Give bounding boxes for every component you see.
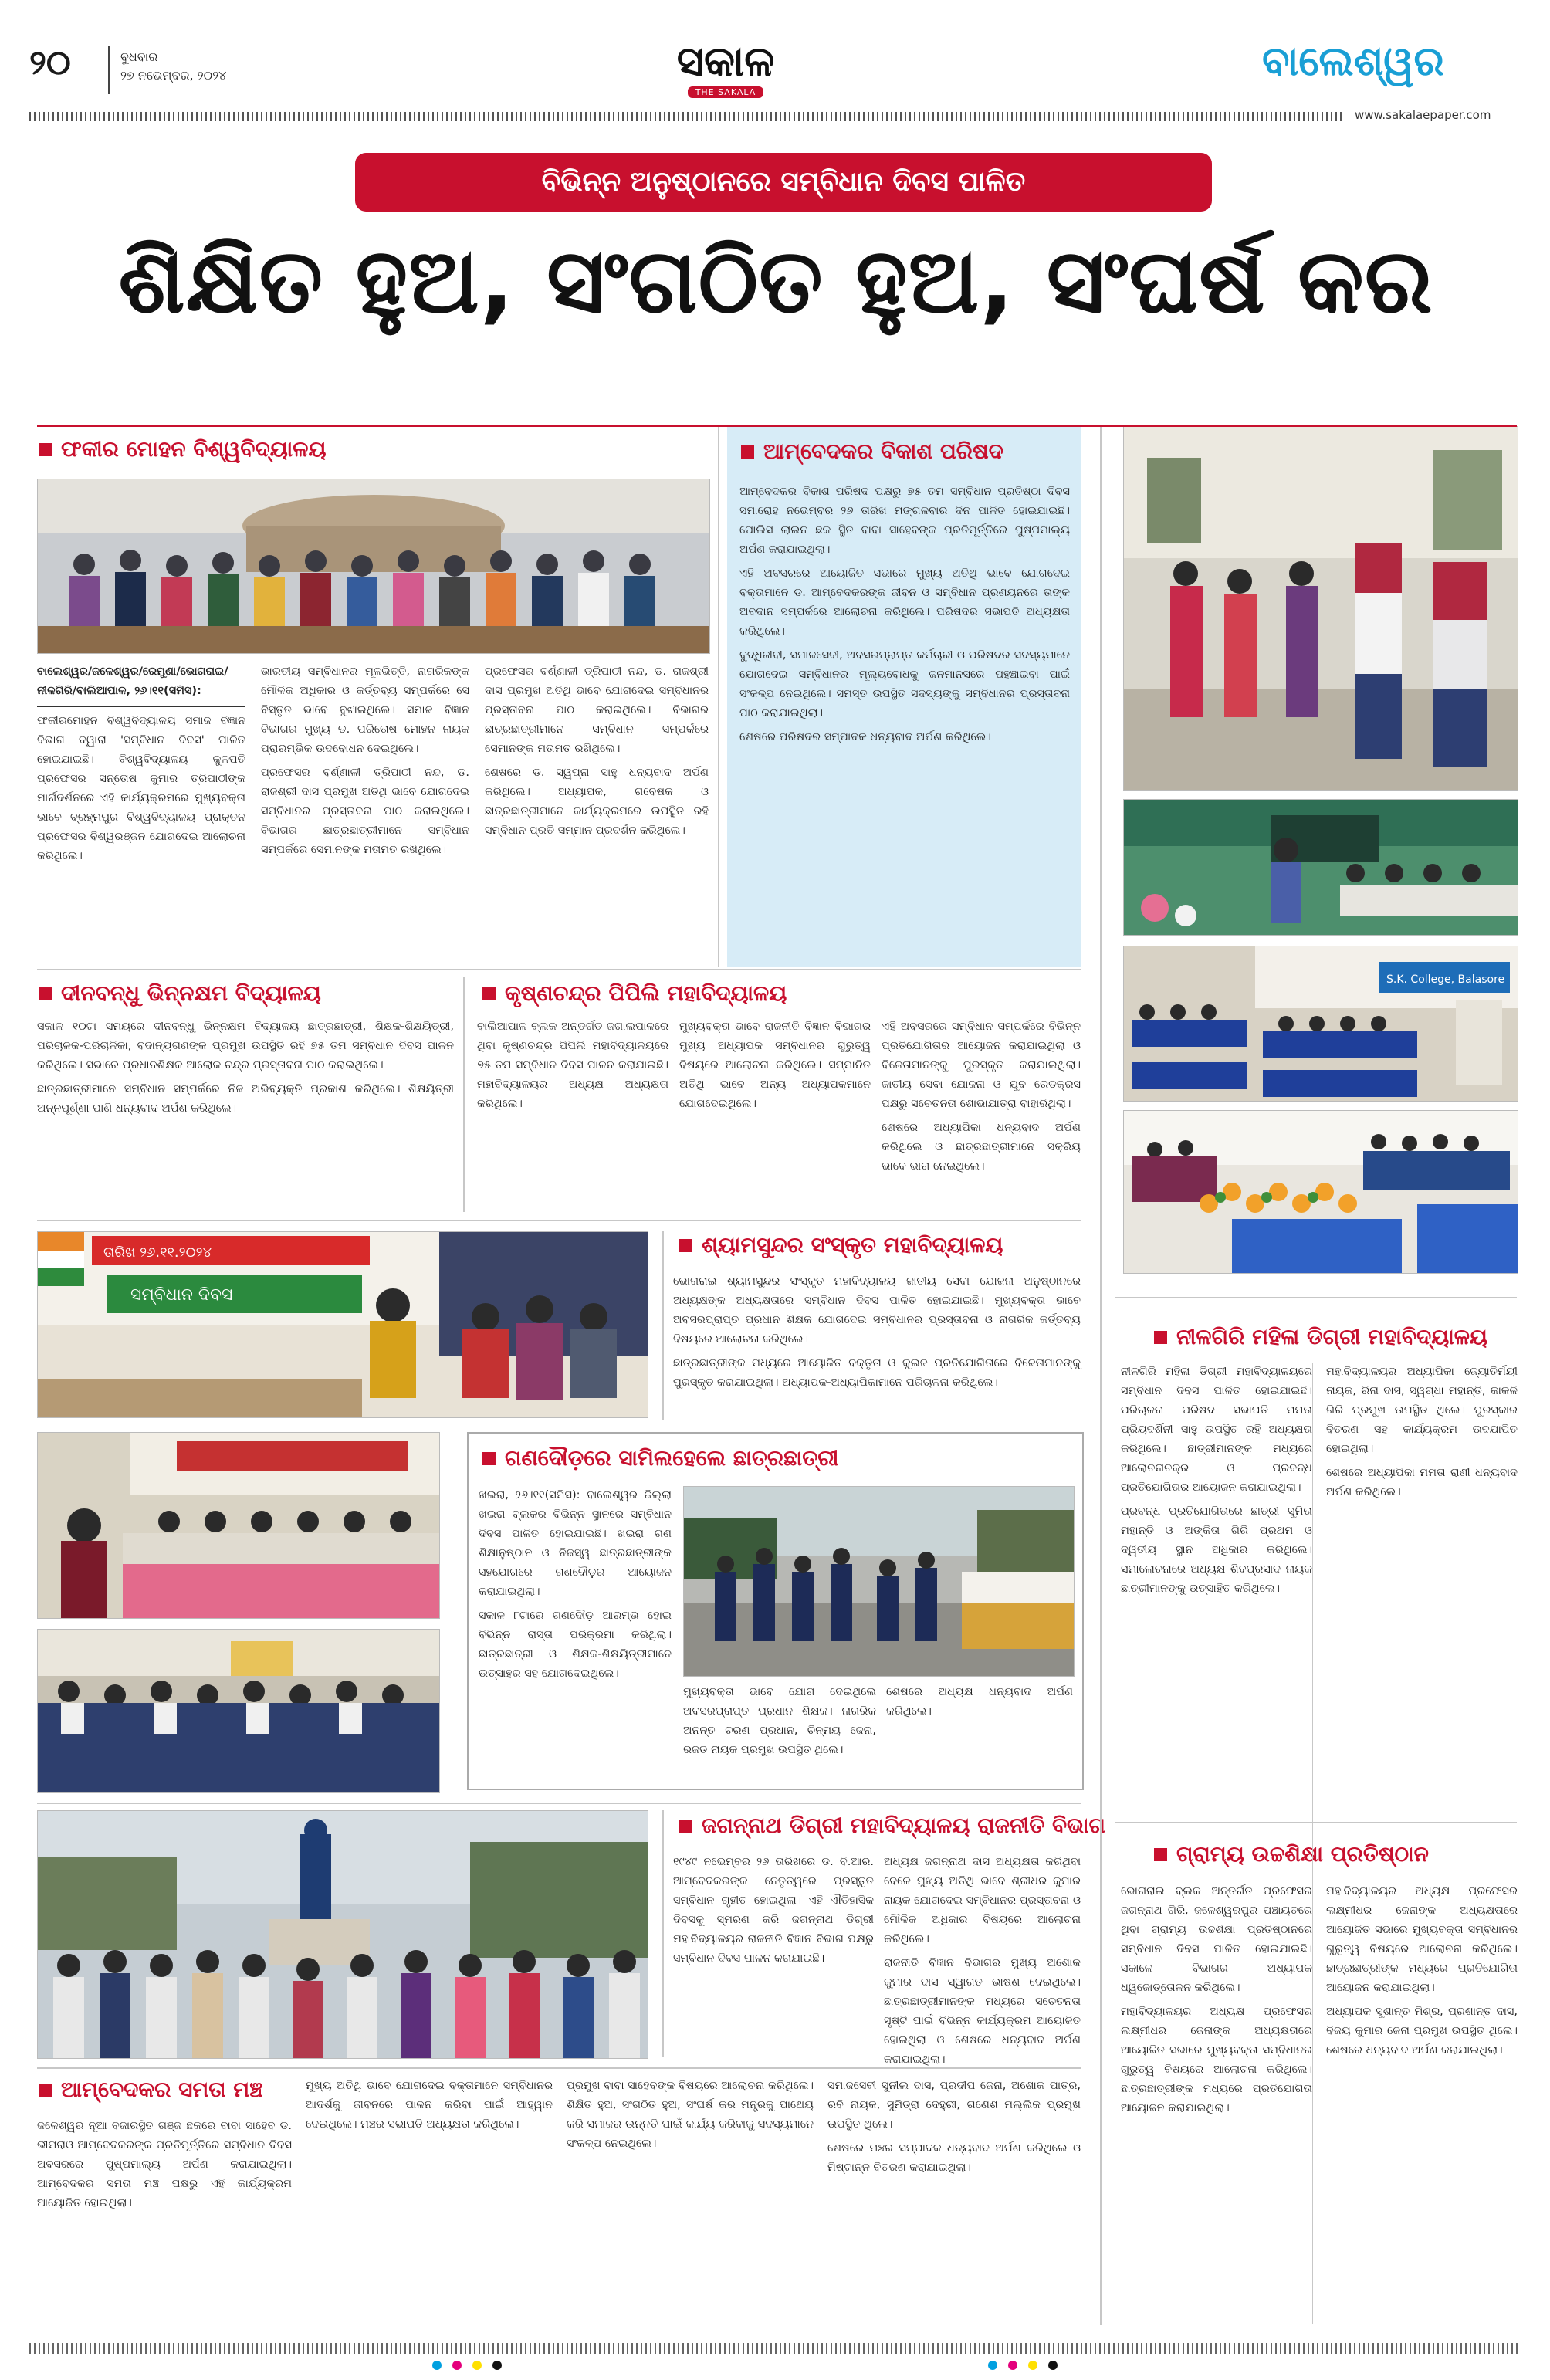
ganadaud-text-col3 (886, 1683, 1073, 1783)
page-number: ୨୦ (29, 43, 71, 83)
nilagiri-text-col1 (1121, 1363, 1312, 1887)
shyamsundar-text (673, 1272, 1081, 1419)
samata-para-3: ପ୍ରମୁଖ ବାବା ସାହେବଙ୍କ ବିଷୟରେ ଆଲୋଚନା କରିଥିଲେ। ଶିକ୍ଷିତ ହୁଅ, ସଂଗଠିତ ହୁଅ, ସଂଘର୍ଷ କର ମନ୍ତ୍ରକୁ ପାଥେୟ କରି ସମାଜର ଉନ୍ନତି ପାଇଁ କାର୍ଯ୍ୟ କରିବାକୁ ସଦସ୍ୟମାନେ ସଂକଳ୍ପ ନେଇଥିଲେ। (567, 2080, 814, 2150)
masthead-dateline (120, 48, 226, 85)
bullet-square-icon (39, 2084, 52, 2097)
nilagiri-heading: ନୀଳଗିରି ମହିଳା ଡିଗ୍ରୀ ମହାବିଦ୍ୟାଳୟ (1154, 1324, 1487, 1350)
nilagiri-para-4: ଶେଷରେ ଅଧ୍ୟାପିକା ମମତା ରାଣୀ ଧନ୍ୟବାଦ ଅର୍ପଣ କରିଥିଲେ। (1326, 1467, 1518, 1498)
section-rule (1115, 1297, 1517, 1298)
bullet-square-icon (741, 445, 754, 459)
avp-heading: ଆମ୍ବେଦକର ବିକାଶ ପରିଷଦ (741, 438, 1003, 465)
color-registration-marks (988, 2361, 1058, 2370)
magenta-dot-icon (1008, 2361, 1017, 2370)
footer-rule (29, 2343, 1521, 2354)
section-rule (1115, 1822, 1517, 1823)
nilagiri-para-3: ମହାବିଦ୍ୟାଳୟର ଅଧ୍ୟାପିକା ଜ୍ୟୋତିର୍ମୟୀ ନାୟକ, ରିନା ଦାସ, ସ୍ୱଗ୍ଧା ମହାନ୍ତି, କାକଳି ଗିରି ପ୍ରମୁଖ ଉପସ୍ଥିତ ଥିଲେ। ପୁରସ୍କାର ବିତରଣ ସହ କାର୍ଯ୍ୟକ୍ରମ ଉଦଯାପିତ ହୋଇଥିଲା। (1326, 1366, 1518, 1455)
poster-program-text: ସମ୍ବିଧାନ ଦିବସ (130, 1285, 233, 1305)
fm-text-col1 (37, 662, 245, 956)
fm-group-photo (37, 479, 710, 654)
avp-para-3: ବୁଦ୍ଧିଜୀବୀ, ସମାଜସେବୀ, ଅବସରପ୍ରାପ୍ତ କର୍ମଚାରୀ ଓ ପରିଷଦର ସଦସ୍ୟମାନେ ଯୋଗଦେଇ ସମ୍ବିଧାନର ମୂଲ୍ୟବୋଧକୁ ଜନମାନସରେ ପହଞ୍ଚାଇବା ପାଇଁ ସଂକଳ୍ପ ନେଇଥିଲେ। ସମସ୍ତ ଉପସ୍ଥିତ ସଦସ୍ୟଙ୍କୁ ସମ୍ବିଧାନର ପ୍ରସ୍ତାବନା ପାଠ କରାଯାଇଥିଲା। (739, 649, 1070, 719)
fm-heading: ଫକୀର ମୋହନ ବିଶ୍ୱବିଦ୍ୟାଳୟ (39, 436, 327, 462)
bullet-square-icon (39, 987, 52, 1000)
column-rule (662, 1810, 664, 2057)
kp-para-4: ଶେଷରେ ଅଧ୍ୟାପିକା ଧନ୍ୟବାଦ ଅର୍ପଣ କରିଥିଲେ ଓ ଛାତ୍ରଛାତ୍ରୀମାନେ ସକ୍ରିୟ ଭାବେ ଭାଗ ନେଇଥିଲେ। (882, 1122, 1081, 1173)
shyamsundar-para-1: ଭୋଗରାଇ ଶ୍ୟାମସୁନ୍ଦର ସଂସ୍କୃତ ମହାବିଦ୍ୟାଳୟ ଜାତୀୟ ସେବା ଯୋଜନା ଅନୁଷ୍ଠାନରେ ଅଧ୍ୟକ୍ଷଙ୍କ ଅଧ୍ୟକ୍ଷତାରେ ସମ୍ବିଧାନ ଦିବସ ପାଳିତ ହୋଇଯାଇଛି। ମୁଖ୍ୟବକ୍ତା ଭାବେ ଅବସରପ୍ରାପ୍ତ ପ୍ରଧାନ ଶିକ୍ଷକ ଯୋଗଦେଇ ସମ୍ବିଧାନର ପ୍ରସ୍ତାବନା ଓ ନାଗରିକ କର୍ତ୍ତବ୍ୟ ବିଷୟରେ ଆଲୋଚନା କରିଥିଲେ। (673, 1275, 1081, 1346)
students-corridor-photo (1123, 426, 1518, 791)
logo-subtitle: THE SAKALA (688, 86, 764, 98)
kp-para-2: ମୁଖ୍ୟବକ୍ତା ଭାବେ ରାଜନୀତି ବିଜ୍ଞାନ ବିଭାଗର ମୁଖ୍ୟ ଅଧ୍ୟାପକ ସମ୍ବିଧାନର ଗୁରୁତ୍ୱ ବିଷୟରେ ଆଲୋଚନା କରିଥିଲେ। ସମ୍ମାନିତ ଅତିଥି ଭାବେ ଅନ୍ୟ ଅଧ୍ୟାପକମାନେ ଯୋଗଦେଇଥିଲେ। (679, 1021, 871, 1110)
bullet-square-icon (39, 443, 52, 456)
ganadaud-para-4: ଶେଷରେ ଅଧ୍ୟକ୍ଷ ଧନ୍ୟବାଦ ଅର୍ପଣ କରିଥିଲେ। (886, 1686, 1073, 1718)
bullet-square-icon (482, 1452, 496, 1465)
kp-heading: କୃଷ୍ଣଚନ୍ଦ୍ର ପିପିଲି ମହାବିଦ୍ୟାଳୟ (482, 980, 787, 1007)
nilagiri-para-2: ପ୍ରବନ୍ଧ ପ୍ରତିଯୋଗିତାରେ ଛାତ୍ରୀ ସୁମିତା ମହାନ୍ତି ଓ ଅଙ୍କିତା ଗିରି ପ୍ରଥମ ଓ ଦ୍ୱିତୀୟ ସ୍ଥାନ ଅଧିକାର କରିଥିଲେ। ସମାଲୋଚନାରେ ଅଧ୍ୟକ୍ଷ ଶିବପ୍ରସାଦ ନାୟକ ଛାତ୍ରୀମାନଙ୍କୁ ଉତ୍ସାହିତ କରିଥିଲେ। (1121, 1505, 1312, 1595)
bullet-square-icon (1154, 1331, 1167, 1344)
samata-heading: ଆମ୍ବେଦକର ସମତା ମଞ୍ଚ (39, 2077, 262, 2103)
fm-text-col2 (261, 662, 469, 956)
bullet-square-icon (679, 1820, 692, 1833)
dinabandhu-para-2: ଛାତ୍ରଛାତ୍ରୀମାନେ ସମ୍ବିଧାନ ସମ୍ପର୍କରେ ନିଜ ଅଭିବ୍ୟକ୍ତି ପ୍ରକାଶ କରିଥିଲେ। ଶିକ୍ଷୟିତ୍ରୀ ଅନ୍ନପୂର୍ଣ୍ଣା ପାଣି ଧନ୍ୟବାଦ ଅର୍ପଣ କରିଥିଲେ। (37, 1083, 454, 1115)
yellow-dot-icon (1028, 2361, 1037, 2370)
samata-para-2: ମୁଖ୍ୟ ଅତିଥି ଭାବେ ଯୋଗଦେଇ ବକ୍ତାମାନେ ସମ୍ବିଧାନର ଆଦର୍ଶକୁ ଜୀବନରେ ପାଳନ କରିବା ପାଇଁ ଆହ୍ୱାନ ଦେଇଥିଲେ। ମଞ୍ଚର ସଭାପତି ଅଧ୍ୟକ୍ଷତା କରିଥିଲେ। (306, 2080, 553, 2131)
masthead-divider (108, 46, 110, 94)
fm-para-4: ଶେଷରେ ଡ. ସ୍ୱପ୍ନା ସାହୁ ଧନ୍ୟବାଦ ଅର୍ପଣ କରିଥିଲେ। ଅଧ୍ୟାପକ, ଗବେଷକ ଓ ଛାତ୍ରଛାତ୍ରୀମାନେ କାର୍ଯ୍ୟକ୍ରମରେ ଉପସ୍ଥିତ ରହି ସମ୍ବିଧାନ ପ୍ରତି ସମ୍ମାନ ପ୍ରଦର୍ଶନ କରିଥିଲେ। (485, 767, 709, 837)
ganadaud-text-col2 (683, 1683, 876, 1783)
ambedkar-statue-photo (37, 1810, 648, 2059)
main-headline: ଶିକ୍ଷିତ ହୁଅ, ସଂଗଠିତ ହୁଅ, ସଂଘର୍ଷ କର (118, 229, 1433, 333)
cyan-dot-icon (988, 2361, 997, 2370)
kp-text-col3 (882, 1017, 1081, 1210)
headline-rule (37, 425, 1517, 427)
khaira-meeting-photo (37, 1432, 440, 1619)
college-board-text: S.K. College, Balasore (1386, 973, 1505, 986)
kp-text-col1 (477, 1017, 668, 1210)
samata-para-1: ଜଳେଶ୍ୱର ନୂଆ ବଜାରସ୍ଥିତ ଗଞ୍ଜ ଛକରେ ବାବା ସାହେବ ଡ. ଭୀମରାଓ ଆମ୍ବେଦକରଙ୍କ ପ୍ରତିମୂର୍ତ୍ତିରେ ସମ୍ବିଧାନ ଦିବସ ଅବସରରେ ପୁଷ୍ପମାଲ୍ୟ ଅର୍ପଣ କରାଯାଇଥିଲା। ଆମ୍ବେଦକର ସମତା ମଞ୍ଚ ପକ୍ଷରୁ ଏହି କାର୍ଯ୍ୟକ୍ରମ ଆୟୋଜିତ ହୋଇଥିଲା। (37, 2120, 292, 2209)
shyamsundar-photo (37, 1231, 648, 1418)
jagannath-para-2: ଅଧ୍ୟକ୍ଷ ଜଗନ୍ନାଥ ଦାସ ଅଧ୍ୟକ୍ଷତା କରିଥିବା ବେଳେ ମୁଖ୍ୟ ଅତିଥି ଭାବେ ଶ୍ରୀଧର କୁମାର ନାୟକ ଯୋଗଦେଇ ସମ୍ବିଧାନର ପ୍ରସ୍ତାବନା ଓ ମୌଳିକ ଅଧିକାର ବିଷୟରେ ଆଲୋଚନା କରିଥିଲେ। (884, 1856, 1081, 1945)
section-rule (37, 1220, 1081, 1221)
dinabandhu-heading: ଦୀନବନ୍ଧୁ ଭିନ୍ନକ୍ଷମ ବିଦ୍ୟାଳୟ (39, 980, 321, 1007)
kp-text-col2 (679, 1017, 871, 1210)
avp-para-4: ଶେଷରେ ପରିଷଦର ସମ୍ପାଦକ ଧନ୍ୟବାଦ ଅର୍ପଣ କରିଥିଲେ। (739, 731, 991, 743)
gramya-heading: ଗ୍ରାମ୍ୟ ଉଚ୍ଚଶିକ୍ଷା ପ୍ରତିଷ୍ଠାନ (1154, 1841, 1429, 1867)
edition-name: ବାଲେଶ୍ୱର (1262, 39, 1444, 85)
section-banner: ବିଭିନ୍ନ ଅନୁଷ୍ଠାନରେ ସମ୍ବିଧାନ ଦିବସ ପାଳିତ (355, 153, 1212, 212)
fm-dateline: ବାଲେଶ୍ୱର/ଜଳେଶ୍ୱର/ରେମୁଣା/ଭୋଗରାଇ/ନୀଳଗିରି/ବାଲିଆପାଳ, ୨୬।୧୧(ସମିସ): (37, 665, 228, 697)
avp-para-1: ଆମ୍ବେଦକର ବିକାଶ ପରିଷଦ ପକ୍ଷରୁ ୭୫ ତମ ସମ୍ବିଧାନ ପ୍ରତିଷ୍ଠା ଦିବସ ସମାରୋହ ନଭେମ୍ବର ୨୬ ତାରିଖ ମଙ୍ଗଳବାର ଦିନ ପାଳିତ ହୋଇଯାଇଛି। ପୋଲିସ ଲାଇନ ଛକ ସ୍ଥିତ ବାବା ସାହେବଙ୍କ ପ୍ରତିମୂର୍ତ୍ତିରେ ପୁଷ୍ପମାଲ୍ୟ ଅର୍ପଣ କରାଯାଇଥିଲା। (739, 486, 1070, 556)
gramya-text-col2 (1326, 1882, 1518, 2322)
samata-para-4: ସମାଜସେବୀ ସୁନୀଲ ଦାସ, ପ୍ରଦୀପ ଜେନା, ଅଶୋକ ପାତ୍ର, ରବି ନାୟକ, ସୁମିତ୍ରା ଦେହୁରୀ, ଗଣେଶ ମଲ୍ଲିକ ପ୍ରମୁଖ ଉପସ୍ଥିତ ଥିଲେ। (827, 2080, 1081, 2131)
cyan-dot-icon (432, 2361, 442, 2370)
black-dot-icon (492, 2361, 502, 2370)
section-rule (37, 2067, 1081, 2069)
ganadaud-para-2: ସକାଳ ୮ଟାରେ ଗଣଦୌଡ଼ ଆରମ୍ଭ ହୋଇ ବିଭିନ୍ନ ରାସ୍ତା ପରିକ୍ରମା କରିଥିଲା। ଛାତ୍ରଛାତ୍ରୀ ଓ ଶିକ୍ଷକ-ଶିକ୍ଷୟିତ୍ରୀମାନେ ଉତ୍ସାହର ସହ ଯୋଗଦେଇଥିଲେ। (479, 1610, 672, 1680)
gramya-text-col1 (1121, 1882, 1312, 2322)
ganadaud-para-3: ମୁଖ୍ୟବକ୍ତା ଭାବେ ଯୋଗ ଦେଇଥିଲେ ଅବସରପ୍ରାପ୍ତ ପ୍ରଧାନ ଶିକ୍ଷକ। ନାଗରିକ ଅନନ୍ତ ଚରଣ ପ୍ରଧାନ, ଚିନ୍ମୟ ଜେନା, ରଜତ ନାୟକ ପ୍ରମୁଖ ଉପସ୍ଥିତ ଥିଲେ। (683, 1686, 876, 1756)
fm-para-1: ଫକୀରମୋହନ ବିଶ୍ୱବିଦ୍ୟାଳୟ ସମାଜ ବିଜ୍ଞାନ ବିଭାଗ ଦ୍ୱାରା 'ସମ୍ବିଧାନ ଦିବସ' ପାଳିତ ହୋଇଯାଇଛି। ବିଶ୍ୱବିଦ୍ୟାଳୟ କୁଳପତି ପ୍ରଫେସର ସନ୍ତୋଷ କୁମାର ତ୍ରିପାଠୀଙ୍କ ମାର୍ଗଦର୍ଶନରେ ଏହି କାର୍ଯ୍ୟକ୍ରମରେ ମୁଖ୍ୟବକ୍ତା ଭାବେ ବ୍ରହ୍ମପୁର ବିଶ୍ୱବିଦ୍ୟାଳୟ ପ୍ରାକ୍ତନ ପ୍ରଫେସର ବିଶ୍ୱରଞ୍ଜନ ଯୋଗଦେଇ ଆଲୋଚନା କରିଥିଲେ। (37, 715, 245, 862)
website-url[interactable]: www.sakalaepaper.com (1355, 108, 1491, 122)
bullet-square-icon (679, 1239, 692, 1252)
fm-text-col3 (485, 662, 709, 956)
samata-text-col3 (567, 2077, 814, 2325)
shyamsundar-heading: ଶ୍ୟାମସୁନ୍ଦର ସଂସ୍କୃତ ମହାବିଦ୍ୟାଳୟ (679, 1232, 1003, 1258)
samata-text-col1 (37, 2117, 292, 2325)
jagannath-para-1: ୧୯୪୯ ନଭେମ୍ବର ୨୬ ତାରିଖରେ ଡ. ବି.ଆର. ଆମ୍ବେଦକରଙ୍କ ନେତୃତ୍ୱରେ ପ୍ରସ୍ତୁତ ସମ୍ବିଧାନ ଗୃହୀତ ହୋଇଥିଲା। ଏହି ଐତିହାସିକ ଦିବସକୁ ସ୍ମରଣ କରି ଜଗନ୍ନାଥ ଡିଗ୍ରୀ ମହାବିଦ୍ୟାଳୟର ରାଜନୀତି ବିଜ୍ଞାନ ବିଭାଗ ପକ୍ଷରୁ ସମ୍ବିଧାନ ଦିବସ ପାଳନ କରାଯାଇଛି। (673, 1856, 874, 1965)
jagannath-text-col2 (884, 1853, 1081, 2066)
newspaper-logo[interactable] (610, 37, 841, 98)
jagannath-text-col1 (673, 1853, 874, 2057)
section-rule (37, 969, 1081, 970)
auditorium-photo (1123, 946, 1518, 1102)
students-hall-photo (37, 1629, 440, 1793)
samata-para-5: ଶେଷରେ ମଞ୍ଚର ସମ୍ପାଦକ ଧନ୍ୟବାଦ ଅର୍ପଣ କରିଥିଲେ ଓ ମିଷ୍ଟାନ୍ନ ବିତରଣ କରାଯାଇଥିଲା। (827, 2142, 1081, 2174)
ganadaud-para-1: ଖଇରା, ୨୬।୧୧(ସମିସ): ବାଲେଶ୍ୱର ଜିଲ୍ଲା ଖଇରା ବ୍ଲକର ବିଭିନ୍ନ ସ୍ଥାନରେ ସମ୍ବିଧାନ ଦିବସ ପାଳିତ ହୋଇଯାଇଛି। ଖଇରା ଗଣ ଶିକ୍ଷାନୁଷ୍ଠାନ ଓ ନିଜସ୍ୱ ଛାତ୍ରଛାତ୍ରୀଙ୍କ ସହଯୋଗରେ ଗଣଦୌଡ଼ର ଆୟୋଜନ କରାଯାଇଥିଲା। (479, 1489, 672, 1598)
masthead-rule (29, 112, 1342, 121)
fm-para-2: ଭାରତୀୟ ସମ୍ବିଧାନର ମୂଳଭିତ୍ତି, ନାଗରିକଙ୍କ ମୌଳିକ ଅଧିକାର ଓ କର୍ତ୍ତବ୍ୟ ସମ୍ପର୍କରେ ସେ ବିସ୍ତୃତ ଭାବେ ବୁଝାଇଥିଲେ। ସମାଜ ବିଜ୍ଞାନ ବିଭାଗର ମୁଖ୍ୟ ଡ. ପରିତୋଷ ମୋହନ ନାୟକ ପ୍ରାରମ୍ଭିକ ଉଦବୋଧନ ଦେଇଥିଲେ। (261, 665, 469, 755)
mass-run-photo (683, 1486, 1075, 1677)
gramya-para-1: ଭୋଗରାଇ ବ୍ଲକ ଅନ୍ତର୍ଗତ ପ୍ରଫେସର ଜଗନ୍ନାଥ ଗିରି, ଜଳେଶ୍ୱରପୁର ପଞ୍ଚାୟତରେ ଥିବା ଗ୍ରାମ୍ୟ ଉଚ୍ଚଶିକ୍ଷା ପ୍ରତିଷ୍ଠାନରେ ସମ୍ବିଧାନ ଦିବସ ପାଳିତ ହୋଇଯାଇଛି। ସକାଳେ ବିଭାଗର ଅଧ୍ୟାପକ ଧ୍ୱଜୋତ୍ତୋଳନ କରିଥିଲେ। (1121, 1885, 1312, 1994)
avp-text (739, 482, 1070, 957)
black-dot-icon (1048, 2361, 1058, 2370)
magenta-dot-icon (452, 2361, 462, 2370)
column-rule (1100, 426, 1102, 2325)
nilagiri-para-1: ନୀଳଗିରି ମହିଳା ଡିଗ୍ରୀ ମହାବିଦ୍ୟାଳୟରେ ସମ୍ବିଧାନ ଦିବସ ପାଳିତ ହୋଇଯାଇଛି। ପରିଚାଳନା ପରିଷଦ ସଭାପତି ମମତା ପ୍ରିୟଦର୍ଶିନୀ ସାହୁ ଉପସ୍ଥିତ ରହି ଅଧ୍ୟକ୍ଷତା କରିଥିଲେ। ଛାତ୍ରୀମାନଙ୍କ ମଧ୍ୟରେ ଆଲୋଚନାଚକ୍ର ଓ ପ୍ରବନ୍ଧ ପ୍ରତିଯୋଗିତାର ଆୟୋଜନ କରାଯାଇଥିଲା। (1121, 1366, 1312, 1494)
bullet-square-icon (1154, 1848, 1167, 1861)
fm-para-3: ପ୍ରଫେସର ବର୍ଣ୍ଣାଳୀ ତ୍ରିପାଠୀ ନନ୍ଦ, ଡ. ରାଜଶ୍ରୀ ଦାସ ପ୍ରମୁଖ ଅତିଥି ଭାବେ ଯୋଗଦେଇ ସମ୍ବିଧାନର ପ୍ରସ୍ତାବନା ପାଠ କରାଇଥିଲେ। ବିଭାଗର ଛାତ୍ରଛାତ୍ରୀମାନେ ସମ୍ବିଧାନ ସମ୍ପର୍କରେ ସେମାନଙ୍କ ମତାମତ ରଖିଥିଲେ। (261, 767, 469, 856)
avp-para-2: ଏହି ଅବସରରେ ଆୟୋଜିତ ସଭାରେ ମୁଖ୍ୟ ଅତିଥି ଭାବେ ଯୋଗଦେଇ ବକ୍ତାମାନେ ଡ. ଆମ୍ବେଦକରଙ୍କ ଜୀବନ ଓ ସମ୍ବିଧାନ ପ୍ରଣୟନରେ ତାଙ୍କ ଅବଦାନ ସମ୍ପର୍କରେ ଆଲୋଚନା କରିଥିଲେ। ପରିଷଦର ସଭାପତି ଅଧ୍ୟକ୍ଷତା କରିଥିଲେ। (739, 567, 1070, 638)
gramya-para-2: ମହାବିଦ୍ୟାଳୟର ଅଧ୍ୟକ୍ଷ ପ୍ରଫେସର ଲକ୍ଷ୍ମୀଧର ଜେନାଙ୍କ ଅଧ୍ୟକ୍ଷତାରେ ଆୟୋଜିତ ସଭାରେ ମୁଖ୍ୟବକ୍ତା ସମ୍ବିଧାନର ଗୁରୁତ୍ୱ ବିଷୟରେ ଆଲୋଚନା କରିଥିଲେ। ଛାତ୍ରଛାତ୍ରୀଙ୍କ ମଧ୍ୟରେ ପ୍ରତିଯୋଗିତା ଆୟୋଜନ କରାଯାଇଥିଲା। (1121, 2006, 1312, 2114)
masthead-date: ୨୭ ନଭେମ୍ବର, ୨୦୨୪ (120, 68, 227, 83)
dinabandhu-para-1: ସକାଳ ୧୦ଟା ସମୟରେ ଦୀନବନ୍ଧୁ ଭିନ୍ନକ୍ଷମ ବିଦ୍ୟାଳୟ ଛାତ୍ରଛାତ୍ରୀ, ଶିକ୍ଷକ-ଶିକ୍ଷୟିତ୍ରୀ, ପରିଚାଳକ-ପରିଚାଳିକା, ବଦାନ୍ୟଗଣଙ୍କ ପ୍ରମୁଖ ଉପସ୍ଥିତି ରହି ୭୫ ତମ ସମ୍ବିଧାନ ଦିବସ ପାଳନ କରିଥିଲେ। ସଭାରେ ପ୍ରଧାନଶିକ୍ଷକ ଆଲୋକ ଚନ୍ଦ୍ର ପ୍ରସ୍ତାବନା ପାଠ କରାଇଥିଲେ। (37, 1021, 454, 1072)
jagannath-para-3: ରାଜନୀତି ବିଜ୍ଞାନ ବିଭାଗର ମୁଖ୍ୟ ଅଶୋକ କୁମାର ଦାସ ସ୍ୱାଗତ ଭାଷଣ ଦେଇଥିଲେ। ଛାତ୍ରଛାତ୍ରୀମାନଙ୍କ ମଧ୍ୟରେ ସଚେତନତା ସୃଷ୍ଟି ପାଇଁ ବିଭିନ୍ନ କାର୍ଯ୍ୟକ୍ରମ ଆୟୋଜିତ ହୋଇଥିଲା ଓ ଶେଷରେ ଧନ୍ୟବାଦ ଅର୍ପଣ କରାଯାଇଥିଲା। (884, 1957, 1081, 2066)
bullet-square-icon (482, 987, 496, 1000)
gramya-para-3: ଅଧ୍ୟାପକ ସୁଶାନ୍ତ ମିଶ୍ର, ପ୍ରଶାନ୍ତ ଦାସ, ବିଜୟ କୁମାର ଜେନା ପ୍ରମୁଖ ଉପସ୍ଥିତ ଥିଲେ। ଶେଷରେ ଧନ୍ୟବାଦ ଅର୍ପଣ କରାଯାଇଥିଲା। (1326, 2006, 1518, 2057)
poster-date-text: ତାରିଖ ୨୬.୧୧.୨୦୨୪ (103, 1244, 212, 1261)
ganadaud-heading: ଗଣଦୌଡ଼ରେ ସାମିଲହେଲେ ଛାତ୍ରଛାତ୍ରୀ (482, 1445, 839, 1471)
fm-para-3b: ପ୍ରଫେସର ବର୍ଣ୍ଣାଳୀ ତ୍ରିପାଠୀ ନନ୍ଦ, ଡ. ରାଜଶ୍ରୀ ଦାସ ପ୍ରମୁଖ ଅତିଥି ଭାବେ ଯୋଗଦେଇ ସମ୍ବିଧାନର ପ୍ରସ୍ତାବନା ପାଠ କରାଇଥିଲେ। ବିଭାଗର ଛାତ୍ରଛାତ୍ରୀମାନେ ସମ୍ବିଧାନ ସମ୍ପର୍କରେ ସେମାନଙ୍କ ମତାମତ ରଖିଥିଲେ। (485, 665, 709, 755)
classroom-garlands-photo (1123, 1110, 1518, 1274)
color-registration-marks (432, 2361, 502, 2370)
section-rule (37, 1803, 1081, 1804)
nilagiri-text-col2 (1326, 1363, 1518, 1887)
column-rule (662, 1231, 664, 1420)
shyamsundar-para-2: ଛାତ୍ରଛାତ୍ରୀଙ୍କ ମଧ୍ୟରେ ଆୟୋଜିତ ବକ୍ତୃତା ଓ କୁଇଜ ପ୍ରତିଯୋଗିତାରେ ବିଜେତାମାନଙ୍କୁ ପୁରସ୍କୃତ କରାଯାଇଥିଲା। ଅଧ୍ୟାପକ-ଅଧ୍ୟାପିକାମାନେ ପରିଚାଳନା କରିଥିଲେ। (673, 1357, 1081, 1389)
kp-para-1: ବାଲିଆପାଳ ବ୍ଲକ ଅନ୍ତର୍ଗତ ଜଗାଲପାଳରେ ଥିବା କୃଷ୍ଣଚନ୍ଦ୍ର ପିପିଲି ମହାବିଦ୍ୟାଳୟରେ ୭୫ ତମ ସମ୍ବିଧାନ ଦିବସ ପାଳନ କରାଯାଇଛି। ମହାବିଦ୍ୟାଳୟର ଅଧ୍ୟକ୍ଷ ଅଧ୍ୟକ୍ଷତା କରିଥିଲେ। (477, 1021, 668, 1110)
column-rule (1312, 1363, 1313, 2324)
samata-text-col2 (306, 2077, 553, 2325)
yellow-dot-icon (472, 2361, 482, 2370)
masthead-day: ବୁଧବାର (120, 49, 158, 64)
column-rule (718, 426, 719, 967)
jagannath-heading: ଜଗନ୍ନାଥ ଡିଗ୍ରୀ ମହାବିଦ୍ୟାଳୟ ରାଜନୀତି ବିଭାଗ (679, 1813, 1105, 1839)
logo-wordmark: ସକାଳ (676, 37, 775, 86)
ganadaud-text-col1 (479, 1486, 672, 1687)
classroom-speaker-photo (1123, 799, 1518, 936)
dinabandhu-text (37, 1017, 454, 1210)
fm-dateline-rule (37, 706, 245, 707)
gramya-para-2b: ମହାବିଦ୍ୟାଳୟର ଅଧ୍ୟକ୍ଷ ପ୍ରଫେସର ଲକ୍ଷ୍ମୀଧର ଜେନାଙ୍କ ଅଧ୍ୟକ୍ଷତାରେ ଆୟୋଜିତ ସଭାରେ ମୁଖ୍ୟବକ୍ତା ସମ୍ବିଧାନର ଗୁରୁତ୍ୱ ବିଷୟରେ ଆଲୋଚନା କରିଥିଲେ। ଛାତ୍ରଛାତ୍ରୀଙ୍କ ମଧ୍ୟରେ ପ୍ରତିଯୋଗିତା ଆୟୋଜନ କରାଯାଇଥିଲା। (1326, 1885, 1518, 1994)
samata-text-col4 (827, 2077, 1081, 2325)
kp-para-3: ଏହି ଅବସରରେ ସମ୍ବିଧାନ ସମ୍ପର୍କରେ ବିଭିନ୍ନ ପ୍ରତିଯୋଗିତାର ଆୟୋଜନ କରାଯାଇଥିଲା ଓ ବିଜେତାମାନଙ୍କୁ ପୁରସ୍କୃତ କରାଯାଇଥିଲା। ଜାତୀୟ ସେବା ଯୋଜନା ଓ ଯୁବ ରେଡକ୍ରସ ପକ୍ଷରୁ ସଚେତନତା ଶୋଭାଯାତ୍ରା ବାହାରିଥିଲା। (882, 1021, 1081, 1110)
column-rule (463, 977, 465, 1212)
